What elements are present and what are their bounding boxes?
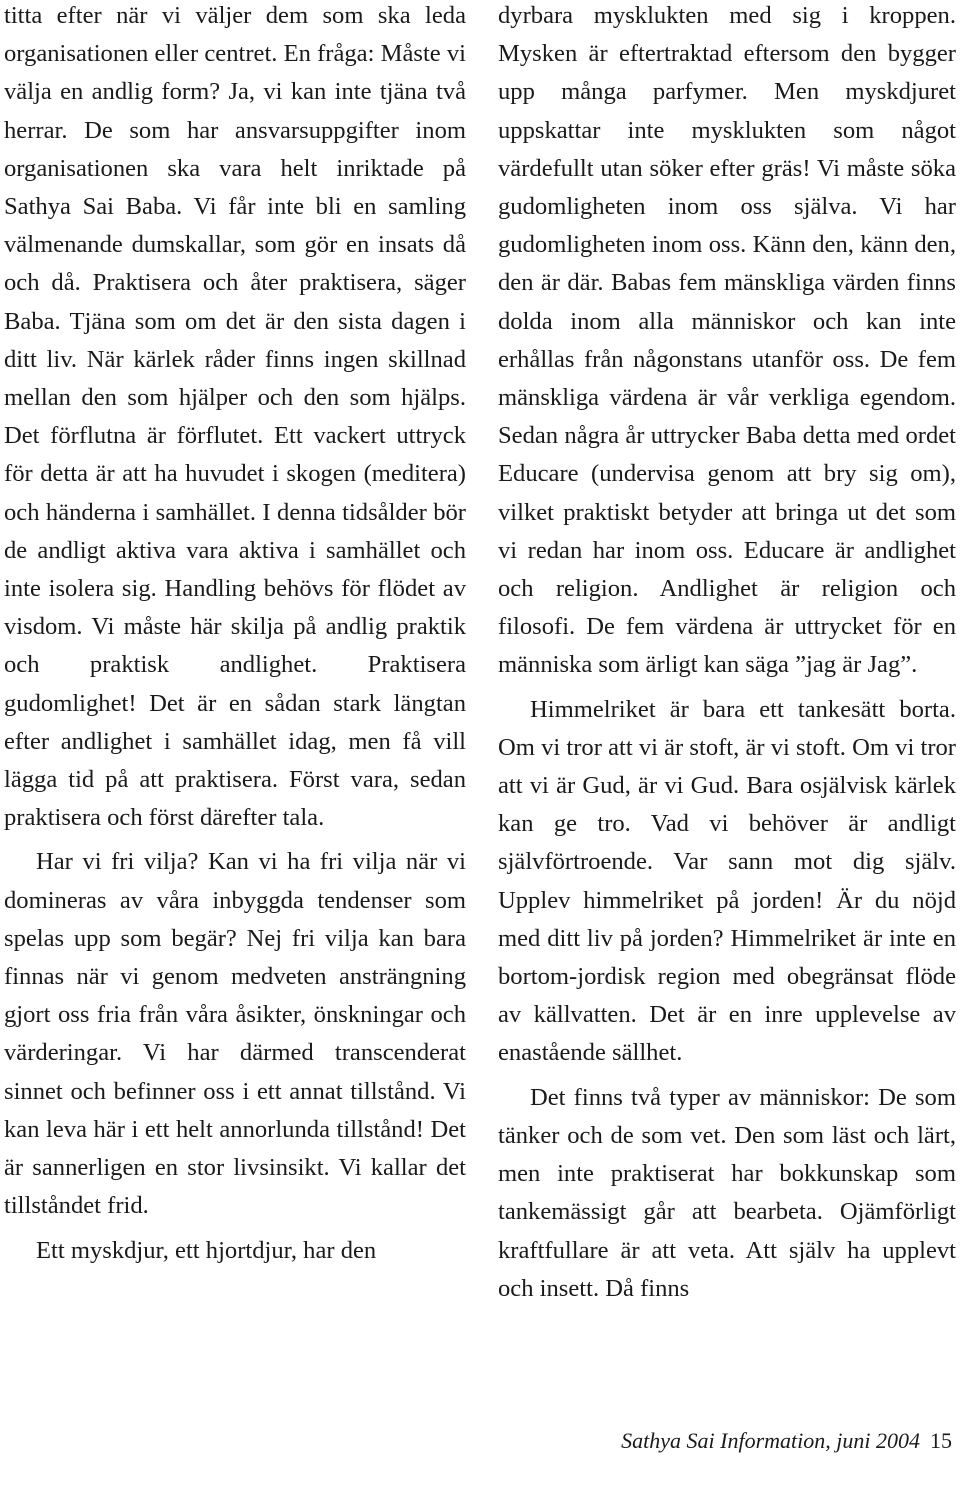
paragraph: Ett myskdjur, ett hjortdjur, har den	[36, 1236, 377, 1264]
page-number: 15	[930, 1428, 952, 1453]
publication-title: Sathya Sai Information, juni 2004	[621, 1428, 920, 1453]
page-footer	[621, 1428, 952, 1454]
left-column	[4, 0, 466, 1270]
paragraph: dyrbara mysklukten med sig i kroppen. Mysken är eftertraktad eftersom den bygger upp många parfymer. Men myskdjuret uppskattar inte mysklukten som något värdefullt utan söker efter gräs! Vi måste söka gudomligheten inom oss själva. Vi har gudomligheten inom oss. Känn den, känn den, den är där. Babas fem mänskliga värden finns dolda inom alla människor och kan inte erhållas från någonstans utanför oss. De fem mänskliga värdena är vår verkliga egendom. Sedan några år uttrycker Baba detta med ordet Educare (undervisa genom att bry sig om), vilket praktiskt betyder att bringa ut det som vi redan har inom oss. Educare är andlighet och religion. Andlighet är religion och filosofi. De fem värdena är uttrycket för en människa som ärligt kan säga ”jag är Jag”.	[498, 2, 956, 679]
right-column	[498, 0, 956, 1308]
paragraph: Himmelriket är bara ett tankesätt borta. Om vi tror att vi är stoft, är vi stoft. Om vi tror att vi är Gud, är vi Gud. Bara osjälvisk kärlek kan ge tro. Vad vi behöver är andligt självförtroende. Var sann mot dig själv. Upplev himmelriket på jorden! Är du nöjd med ditt liv på jorden? Himmelriket är inte en bortom-jordisk region med obegränsat flöde av källvatten. Det är en inre upplevelse av enastående sällhet.	[498, 695, 956, 1067]
paragraph: Det finns två typer av människor: De som tänker och de som vet. Den som läst och lärt, men inte praktiserat har bokkunskap som tankemässigt går att bearbeta. Ojämförligt kraftfullare är att veta. Att själv ha upplevt och insett. Då finns	[498, 1083, 956, 1302]
paragraph: Har vi fri vilja? Kan vi ha fri vilja när vi domineras av våra inbyggda tendenser som spelas upp som begär? Nej fri vilja kan bara finnas när vi genom medveten ansträngning gjort oss fria från våra åsikter, önskningar och värderingar. Vi har därmed transcenderat sinnet och befinner oss i ett annat tillstånd. Vi kan leva här i ett helt annorlunda tillstånd! Det är sannerligen en stor livsinsikt. Vi kallar det tillståndet frid.	[4, 848, 466, 1220]
paragraph: titta efter när vi väljer dem som ska leda organisationen eller centret. En fråga: Måste vi välja en andlig form? Ja, vi kan inte tjäna två herrar. De som har ansvarsuppgifter inom organisationen ska vara helt inriktade på Sathya Sai Baba. Vi får inte bli en samling välmenande dumskallar, som gör en insats då och då. Praktisera och åter praktisera, säger Baba. Tjäna som om det är den sista dagen i ditt liv. När kärlek råder finns ingen skillnad mellan den som hjälper och den som hjälps. Det förflutna är förflutet. Ett vackert uttryck för detta är att ha huvudet i skogen (meditera) och händerna i samhället. I denna tidsålder bör de andligt aktiva vara aktiva i samhället och inte isolera sig. Handling behövs för flödet av visdom. Vi måste här skilja på andlig praktik och praktisk andlighet. Praktisera gudomlighet! Det är en sådan stark längtan efter andlighet i samhället idag, men få vill lägga tid på att praktisera. Först vara, sedan praktisera och först därefter tala.	[4, 2, 466, 832]
